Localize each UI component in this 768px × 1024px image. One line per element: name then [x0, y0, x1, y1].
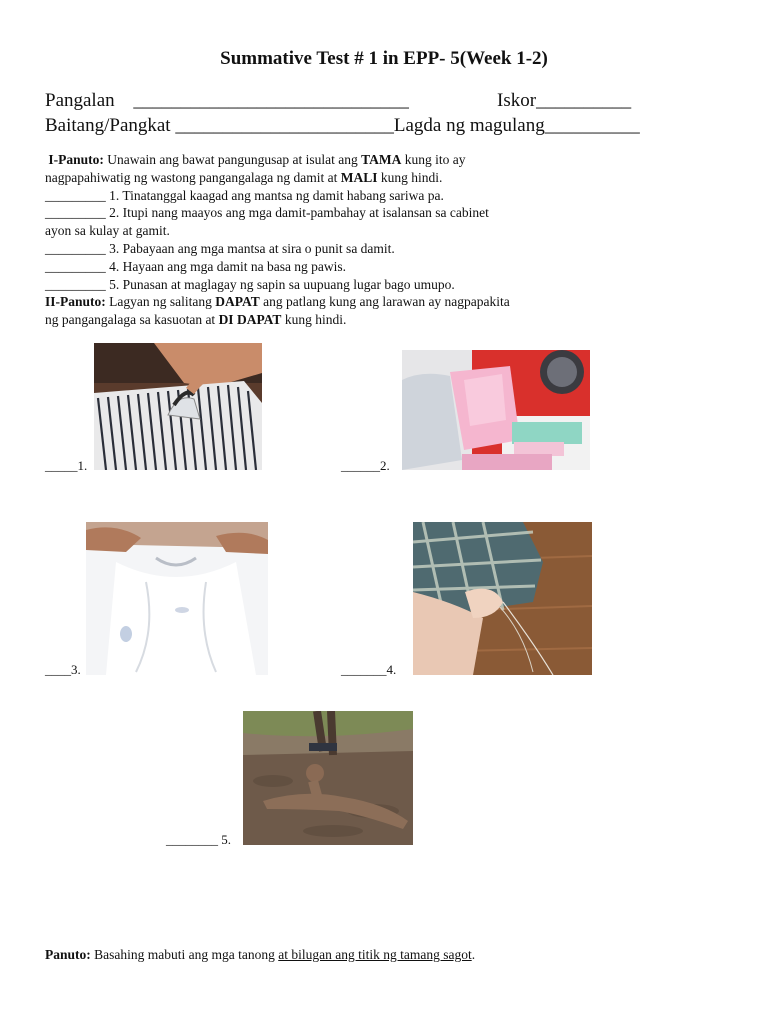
name-field [45, 90, 409, 112]
photo-sewing-plaid [413, 522, 592, 675]
answer-blank[interactable]: ____ [45, 662, 71, 677]
part2-instr-b: ang patlang kung ang larawan ay nagpapakita [259, 294, 510, 310]
part2-instr-d: kung hindi. [281, 312, 347, 328]
item-text: 5. Punasan at maglagay ng sapin sa uupuang lugar bago umupo. [109, 276, 455, 292]
photo-mud [243, 711, 413, 845]
part1-item-2-cont: ayon sa kulay at gamit. [45, 223, 170, 239]
grade-field [45, 115, 640, 137]
answer-blank[interactable]: ______ [341, 458, 380, 473]
answer-blank[interactable]: ________ [166, 832, 218, 847]
part1-instructions [45, 151, 510, 329]
part1-item-3 [45, 240, 510, 258]
page-title: Summative Test # 1 in EPP- 5(Week 1-2) [220, 48, 548, 69]
photo-answer-2 [341, 458, 390, 474]
photo-ironing-shirt [94, 343, 262, 470]
answer-blank[interactable]: _______ [341, 662, 387, 677]
part1-heading: I-Panuto: [48, 152, 104, 167]
answer-blank[interactable]: _________ [45, 187, 106, 203]
answer-blank[interactable]: _________ [45, 240, 106, 256]
part2-di-dapat: DI DAPAT [218, 312, 282, 328]
footer-text-a: Basahing mabuti ang mga tanong [90, 947, 279, 962]
name-line[interactable]: _____________________________ [133, 90, 409, 111]
footer-text-underlined: at bilugan ang titik ng tamang sagot [278, 947, 472, 962]
item-text: 4. Hayaan ang mga damit na basa ng pawis. [109, 258, 347, 274]
part1-instr-a: Unawain ang bawat pangungusap at isulat ang [103, 152, 362, 167]
part1-item-2 [45, 204, 510, 222]
score-label: Iskor [497, 90, 537, 111]
photo-folding-clothes [402, 350, 590, 470]
answer-blank[interactable]: _________ [45, 258, 106, 274]
part1-item-5 [45, 276, 510, 294]
part1-mali: MALI [340, 169, 378, 185]
answer-blank[interactable]: _________ [45, 276, 106, 292]
footer-instructions [45, 946, 475, 964]
part1-instr-d: kung hindi. [377, 169, 443, 185]
answer-number: 2. [380, 458, 390, 473]
answer-number: 3. [71, 662, 81, 677]
parent-signature-label: Lagda ng magulang [393, 115, 545, 136]
photo-answer-5 [166, 832, 231, 848]
item-text: 3. Pabayaan ang mga mantsa at sira o punit sa damit. [109, 240, 395, 256]
name-label: Pangalan [45, 90, 115, 111]
answer-number: 1. [77, 458, 88, 473]
answer-blank[interactable]: _________ [45, 205, 106, 221]
parent-signature-line[interactable]: __________ [544, 115, 640, 136]
part2-instr-c: ng pangangalaga sa kasuotan at [45, 312, 219, 328]
part1-tama: TAMA [361, 152, 402, 167]
part1-item-4 [45, 258, 510, 276]
answer-number: 4. [386, 662, 397, 677]
part1-item-1 [45, 187, 510, 205]
footer-heading: Panuto: [45, 947, 91, 962]
part1-instr-b: kung ito ay [401, 152, 466, 167]
grade-line[interactable]: _______________________ [175, 115, 394, 136]
grade-label: Baitang/Pangkat [45, 115, 171, 136]
footer-text-b: . [471, 947, 476, 962]
answer-number: 5. [221, 832, 231, 847]
part2-instr-a: Lagyan ng salitang [105, 294, 216, 310]
part2-instructions [45, 293, 510, 311]
part2-dapat: DAPAT [215, 294, 260, 310]
photo-white-shirt [86, 522, 268, 675]
photo-answer-4 [341, 662, 396, 678]
item-text: 1. Tinatanggal kaagad ang mantsa ng damit habang sariwa pa. [109, 187, 444, 203]
item-text: 2. Itupi nang maayos ang mga damit-pambahay at isalansan sa cabinet [109, 205, 489, 221]
answer-blank[interactable]: _____ [45, 458, 78, 473]
part2-heading: II-Panuto: [45, 294, 106, 310]
score-field [497, 90, 631, 112]
score-line[interactable]: __________ [536, 90, 632, 111]
photo-answer-1 [45, 458, 87, 474]
photo-answer-3 [45, 662, 81, 678]
part1-instr-c: nagpapahiwatig ng wastong pangangalaga ng damit at [45, 169, 341, 185]
